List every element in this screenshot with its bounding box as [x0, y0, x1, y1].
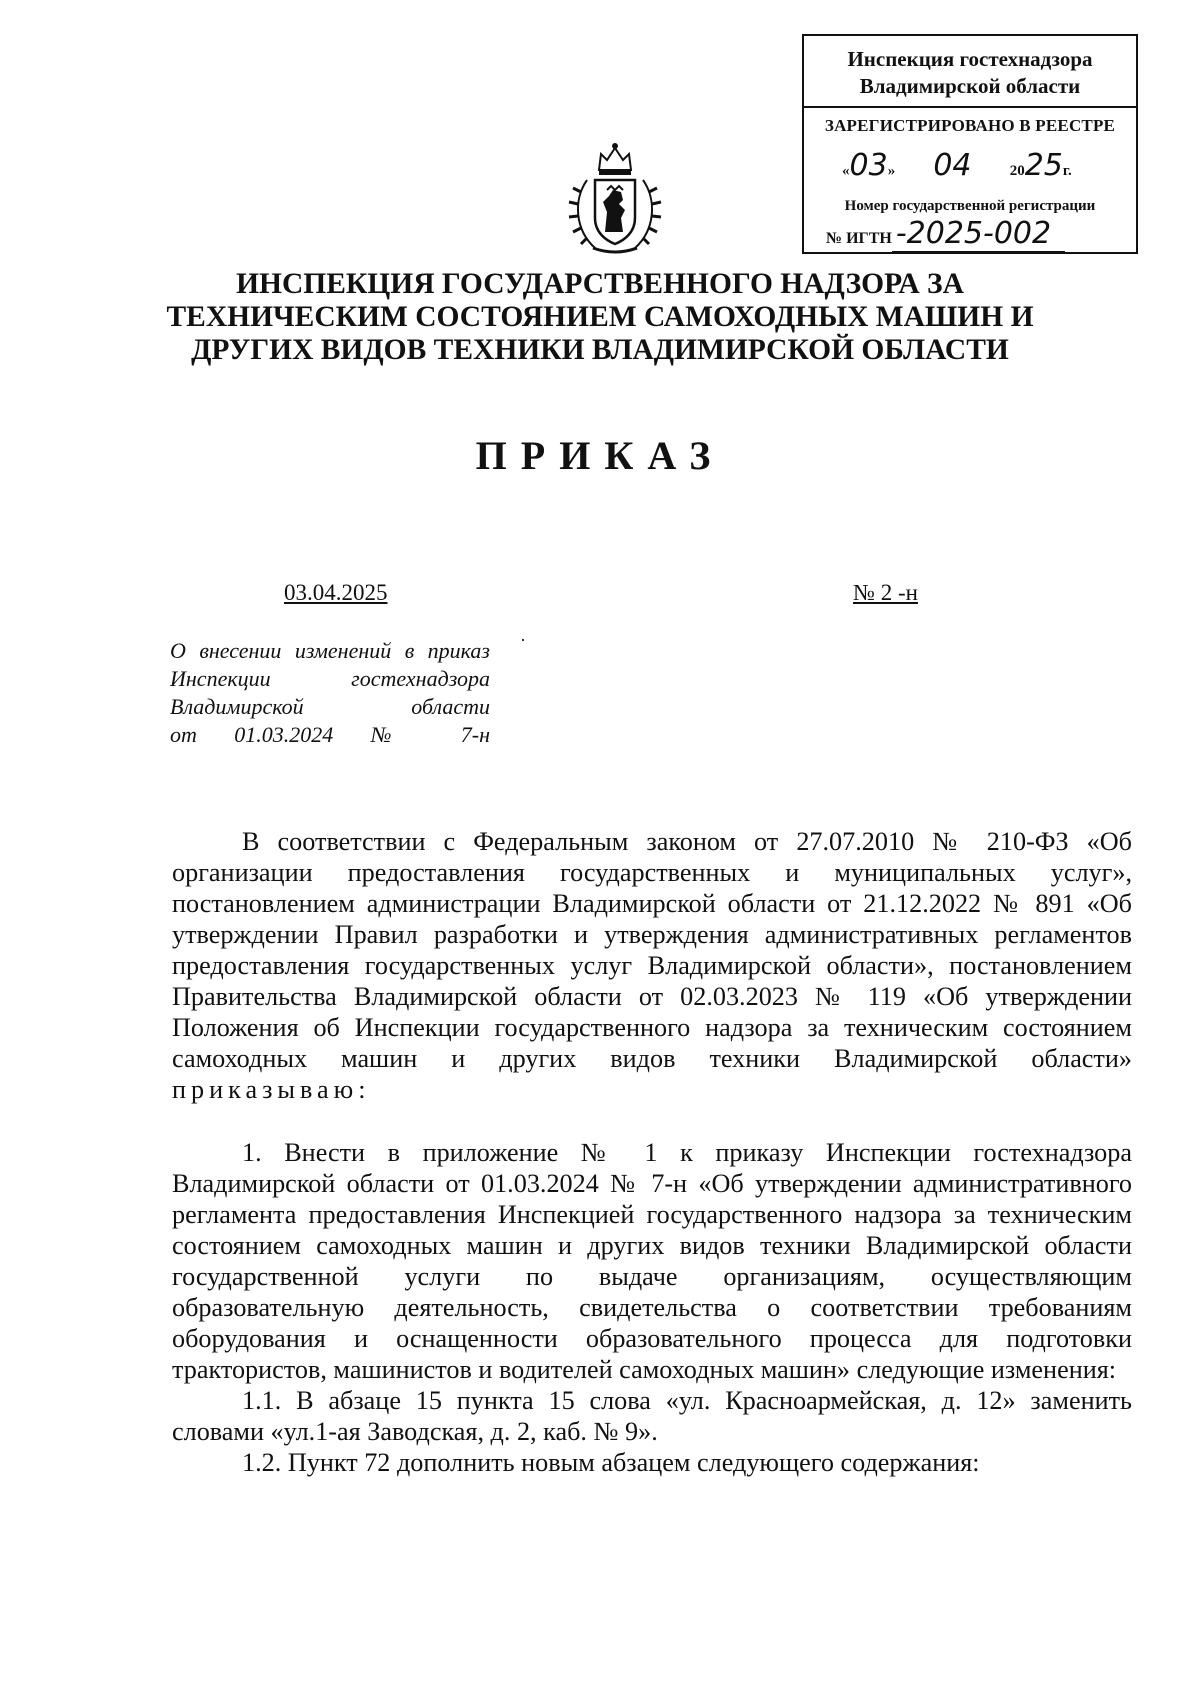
- organization-title-line3: ДРУГИХ ВИДОВ ТЕХНИКИ ВЛАДИМИРСКОЙ ОБЛАСТИ: [191, 334, 1009, 366]
- preamble-text: В соответствии с Федеральным законом от 27.07.2010 № 210-ФЗ «Об организации предоставления государственных и муниципальных услуг», постановлением администрации Владимирской области от 21.12.2022 № 891 «Об утверждении Правил разработки и утверждения административных регламентов предоставления государственных услуг Владимирской области», постановлением Правительства Владимирской области от 02.03.2023 № 119 «Об утверждении Положения об Инспекции государственного надзора за техническим состоянием самоходных машин и других видов техники Владимирской области»: [172, 827, 1132, 1073]
- stamp-regnum-label: Номер государственной регистрации: [844, 198, 1096, 214]
- subject-line2: Инспекции гостехнадзора: [170, 666, 490, 691]
- stamp-date-suffix: г.: [1062, 163, 1072, 179]
- stamp-regnum: [826, 216, 1065, 251]
- stamp-date-day: 03: [849, 148, 888, 183]
- stamp-date: «03» 04 2025г.: [842, 148, 1072, 183]
- subject-line1: О внесении изменений в приказ: [170, 638, 490, 663]
- document-type: ПРИКАЗ: [475, 433, 725, 478]
- subject-line4: от 01.03.2024 № 7-н: [170, 722, 490, 747]
- item-1-paragraph: 1. Внести в приложение № 1 к приказу Инспекции гостехнадзора Владимирской области от 01.03.2024 № 7-н «Об утверждении административного регламента предоставления Инспекцией государственного надзора за техническим состоянием самоходных машин и других видов техники Владимирской области государственной услуги по выдаче организациям, осуществляющим образовательную деятельность, свидетельства о соответствии требованиям оборудования и оснащенности образовательного процесса для подготовки трактористов, машинистов и водителей самоходных машин» следующие изменения:: [172, 1138, 1132, 1384]
- document-date: 03.04.2025: [284, 580, 388, 605]
- organization-title-line1: ИНСПЕКЦИЯ ГОСУДАРСТВЕННОГО НАДЗОРА ЗА: [236, 268, 964, 300]
- document-number: № 2 -н: [853, 580, 918, 605]
- stamp-regnum-prefix: № ИГТН: [826, 230, 892, 247]
- organization-title-line2: ТЕХНИЧЕСКИМ СОСТОЯНИЕМ САМОХОДНЫХ МАШИН И: [166, 301, 1034, 333]
- stamp-date-year-suffix: 25: [1024, 148, 1063, 183]
- preamble-paragraph: [172, 826, 1132, 1105]
- item-1-2-paragraph: 1.2. Пункт 72 дополнить новым абзацем следующего содержания:: [242, 1448, 980, 1477]
- subject-line3: Владимирской области: [170, 694, 490, 719]
- document-subject: [170, 637, 490, 749]
- order-word: приказываю:: [172, 1075, 371, 1104]
- stamp-regnum-value: -2025-002: [892, 216, 1065, 252]
- stamp-date-year-prefix: 20: [1009, 163, 1025, 179]
- organization-title: [0, 268, 1200, 367]
- stamp-org-line1: Инспекция гостехнадзора: [847, 47, 1093, 71]
- stray-mark: ·: [520, 630, 526, 650]
- document-body: [172, 826, 1132, 1478]
- stamp-registered-label: ЗАРЕГИСТРИРОВАНО В РЕЕСТРЕ: [824, 116, 1116, 135]
- registration-stamp: [802, 34, 1138, 254]
- stamp-header: [804, 36, 1136, 108]
- stamp-org-line2: Владимирской области: [859, 74, 1081, 98]
- vladimir-coat-of-arms-icon: [565, 140, 665, 258]
- stamp-date-month: 04: [933, 148, 972, 183]
- item-1-1-paragraph: 1.1. В абзаце 15 пункта 15 слова «ул. Красноармейская, д. 12» заменить словами «ул.1-ая Заводская, д. 2, каб. № 9».: [172, 1386, 1132, 1446]
